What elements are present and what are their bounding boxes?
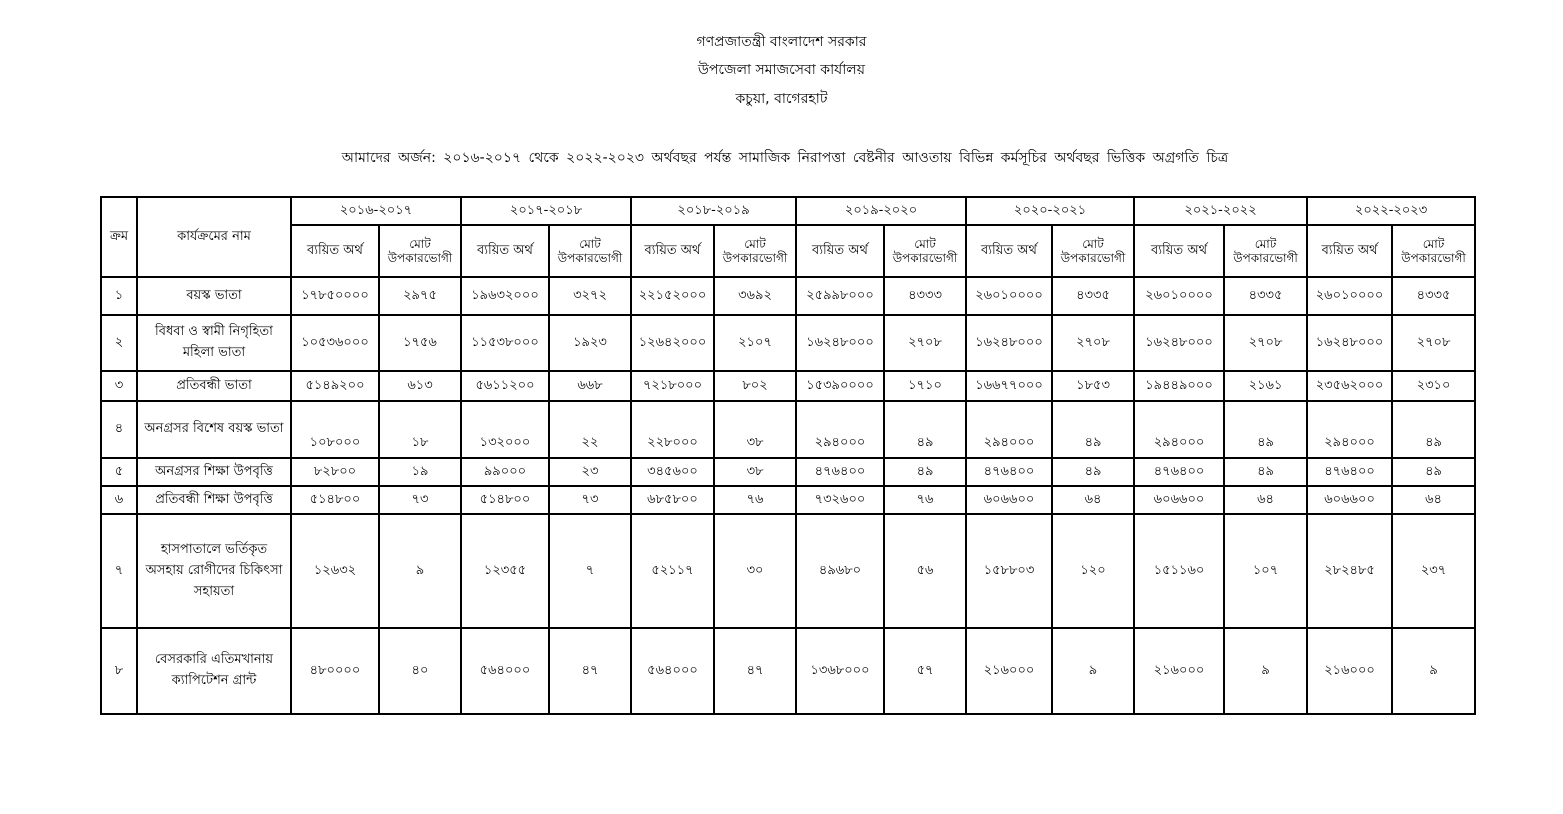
govt-title: গণপ্রজাতন্ত্রী বাংলাদেশ সরকার xyxy=(696,34,867,50)
serial-cell: ৪ xyxy=(101,401,137,458)
beneficiary-cell: ২১৬১ xyxy=(1224,371,1307,401)
program-name-cell: প্রতিবন্ধী ভাতা xyxy=(137,371,291,401)
program-name-cell: প্রতিবন্ধী শিক্ষা উপবৃত্তি xyxy=(137,486,291,514)
spent-cell: ১৩২০০০ xyxy=(461,401,549,458)
beneficiary-header: মোট উপকারভোগী xyxy=(1392,225,1475,277)
spent-cell: ১৫৮৮০৩ xyxy=(966,514,1052,628)
year-header: ২০১৯-২০২০ xyxy=(796,197,966,225)
spent-header: ব্যয়িত অর্থ xyxy=(291,225,379,277)
spent-cell: ২৯৪০০০ xyxy=(1307,401,1392,458)
spent-cell: ১২৬৩২ xyxy=(291,514,379,628)
spent-cell: ১০৫৩৬০০০ xyxy=(291,315,379,371)
table-row xyxy=(101,277,1475,315)
spent-cell: ২৬০১০০০০ xyxy=(1134,277,1224,315)
beneficiary-cell: ৪৯ xyxy=(1392,458,1475,486)
program-name-cell: হাসপাতালে ভর্তিকৃত অসহায় রোগীদের চিকিৎসা সহায়তা xyxy=(137,514,291,628)
beneficiary-cell: ২৯৭৫ xyxy=(379,277,461,315)
spent-cell: ৪৭৬৪০০ xyxy=(1307,458,1392,486)
serial-cell: ৭ xyxy=(101,514,137,628)
spent-cell: ৫২১১৭ xyxy=(631,514,714,628)
location-title: কচুয়া, বাগেরহাট xyxy=(735,91,828,107)
spent-cell: ৬৮৫৮০০ xyxy=(631,486,714,514)
spent-cell: ৪৮০০০০ xyxy=(291,628,379,714)
serial-cell: ৮ xyxy=(101,628,137,714)
spent-cell: ৬০৬৬০০ xyxy=(1307,486,1392,514)
spent-cell: ৯৯০০০ xyxy=(461,458,549,486)
serial-cell: ৬ xyxy=(101,486,137,514)
beneficiary-header: মোট উপকারভোগী xyxy=(884,225,966,277)
beneficiary-cell: ২২ xyxy=(549,401,631,458)
spent-cell: ১২৩৫৫ xyxy=(461,514,549,628)
beneficiary-cell: ৪৯ xyxy=(884,401,966,458)
beneficiary-cell: ১২০ xyxy=(1052,514,1134,628)
beneficiary-cell: ১৯ xyxy=(379,458,461,486)
serial-cell: ৩ xyxy=(101,371,137,401)
spent-cell: ৩৪৫৬০০ xyxy=(631,458,714,486)
beneficiary-cell: ৫৭ xyxy=(884,628,966,714)
spent-cell: ১৬২৪৮০০০ xyxy=(1307,315,1392,371)
program-name-cell: অনগ্রসর বিশেষ বয়স্ক ভাতা xyxy=(137,401,291,458)
beneficiary-cell: ১৮৫৩ xyxy=(1052,371,1134,401)
office-title: উপজেলা সমাজসেবা কার্যালয় xyxy=(698,62,865,78)
spent-cell: ৭৩২৬০০ xyxy=(796,486,884,514)
spent-cell: ৫১৪৮০০ xyxy=(291,486,379,514)
beneficiary-cell: ৬১৩ xyxy=(379,371,461,401)
spent-cell: ২৮২৪৮৫ xyxy=(1307,514,1392,628)
spent-cell: ৪৭৬৪০০ xyxy=(796,458,884,486)
serial-header: ক্রম xyxy=(101,197,137,277)
spent-cell: ১৬২৪৮০০০ xyxy=(966,315,1052,371)
spent-cell: ১০৮০০০ xyxy=(291,401,379,458)
spent-cell: ৬০৬৬০০ xyxy=(1134,486,1224,514)
program-name-cell: বেসরকারি এতিমখানায় ক্যাপিটেশন গ্রান্ট xyxy=(137,628,291,714)
spent-header: ব্যয়িত অর্থ xyxy=(966,225,1052,277)
spent-cell: ২৯৪০০০ xyxy=(1134,401,1224,458)
beneficiary-cell: ৮০২ xyxy=(714,371,796,401)
beneficiary-cell: ৭৬ xyxy=(884,486,966,514)
beneficiary-cell: ৪৩৩৩ xyxy=(884,277,966,315)
beneficiary-cell: ১০৭ xyxy=(1224,514,1307,628)
beneficiary-cell: ৪৩৩৫ xyxy=(1052,277,1134,315)
year-header: ২০২১-২০২২ xyxy=(1134,197,1307,225)
spent-cell: ১১৫৩৮০০০ xyxy=(461,315,549,371)
beneficiary-cell: ৩০ xyxy=(714,514,796,628)
year-header: ২০১৮-২০১৯ xyxy=(631,197,796,225)
beneficiary-cell: ৪৯ xyxy=(1224,401,1307,458)
spent-cell: ১৭৮৫০০০০ xyxy=(291,277,379,315)
beneficiary-header: মোট উপকারভোগী xyxy=(379,225,461,277)
beneficiary-cell: ২৭০৮ xyxy=(1224,315,1307,371)
beneficiary-cell: ৭৩ xyxy=(379,486,461,514)
spent-cell: ২১৬০০০ xyxy=(1307,628,1392,714)
spent-cell: ২৬০১০০০০ xyxy=(1307,277,1392,315)
beneficiary-cell: ৪৭ xyxy=(714,628,796,714)
beneficiary-cell: ২৭০৮ xyxy=(1392,315,1475,371)
spent-cell: ২২১৫২০০০ xyxy=(631,277,714,315)
progress-table xyxy=(100,196,1476,715)
table-row xyxy=(101,486,1475,514)
beneficiary-cell: ৪৯ xyxy=(884,458,966,486)
beneficiary-header: মোট উপকারভোগী xyxy=(1224,225,1307,277)
spent-header: ব্যয়িত অর্থ xyxy=(631,225,714,277)
spent-cell: ২৬০১০০০০ xyxy=(966,277,1052,315)
spent-header: ব্যয়িত অর্থ xyxy=(461,225,549,277)
year-header: ২০১৬-২০১৭ xyxy=(291,197,461,225)
spent-cell: ১৬৬৭৭০০০ xyxy=(966,371,1052,401)
spent-cell: ২১৬০০০ xyxy=(1134,628,1224,714)
spent-cell: ৫১৪৮০০ xyxy=(461,486,549,514)
sub-header-row xyxy=(101,225,1475,277)
spent-cell: ৪৭৬৪০০ xyxy=(966,458,1052,486)
spent-cell: ১৫৩৯০০০০ xyxy=(796,371,884,401)
beneficiary-cell: ৬৬৮ xyxy=(549,371,631,401)
spent-cell: ৫৬১১২০০ xyxy=(461,371,549,401)
beneficiary-cell: ১৭৫৬ xyxy=(379,315,461,371)
report-subtitle: আমাদের অর্জন: ২০১৬-২০১৭ থেকে ২০২২-২০২৩ অর্থবছর পর্যন্ত সামাজিক নিরাপত্তা বেষ্টনীর আওতায় বিভিন্ন কর্মসূচির অর্থবছর ভিত্তিক অগ্রগতি চিত্র xyxy=(341,150,1229,166)
serial-cell: ১ xyxy=(101,277,137,315)
spent-cell: ২৯৪০০০ xyxy=(796,401,884,458)
spent-cell: ৫৬৪০০০ xyxy=(631,628,714,714)
spent-cell: ১৯৪৪৯০০০ xyxy=(1134,371,1224,401)
spent-cell: ২৩৫৬২০০০ xyxy=(1307,371,1392,401)
beneficiary-cell: ৪০ xyxy=(379,628,461,714)
beneficiary-cell: ৩৬৯২ xyxy=(714,277,796,315)
spent-cell: ১৫১১৬০ xyxy=(1134,514,1224,628)
spent-cell: ২১৬০০০ xyxy=(966,628,1052,714)
beneficiary-cell: ৪৭ xyxy=(549,628,631,714)
beneficiary-cell: ২৭০৮ xyxy=(1052,315,1134,371)
program-name-cell: বিধবা ও স্বামী নিগৃহিতা মহিলা ভাতা xyxy=(137,315,291,371)
beneficiary-cell: ২৩ xyxy=(549,458,631,486)
beneficiary-cell: ১৯২৩ xyxy=(549,315,631,371)
table-row xyxy=(101,514,1475,628)
year-header: ২০২২-২০২৩ xyxy=(1307,197,1475,225)
spent-cell: ১৬২৪৮০০০ xyxy=(796,315,884,371)
beneficiary-cell: ২১০৭ xyxy=(714,315,796,371)
beneficiary-cell: ৪৯ xyxy=(1052,401,1134,458)
beneficiary-cell: ৬৪ xyxy=(1052,486,1134,514)
beneficiary-cell: ৭ xyxy=(549,514,631,628)
beneficiary-cell: ৩৮ xyxy=(714,458,796,486)
serial-cell: ৫ xyxy=(101,458,137,486)
beneficiary-header: মোট উপকারভোগী xyxy=(549,225,631,277)
serial-cell: ২ xyxy=(101,315,137,371)
spent-cell: ৪৭৬৪০০ xyxy=(1134,458,1224,486)
spent-cell: ১৯৬৩২০০০ xyxy=(461,277,549,315)
beneficiary-cell: ২৩৭ xyxy=(1392,514,1475,628)
beneficiary-cell: ৪৯ xyxy=(1224,458,1307,486)
spent-cell: ৬০৬৬০০ xyxy=(966,486,1052,514)
beneficiary-header: মোট উপকারভোগী xyxy=(714,225,796,277)
beneficiary-cell: ৪৩৩৫ xyxy=(1224,277,1307,315)
beneficiary-cell: ৪৯ xyxy=(1052,458,1134,486)
beneficiary-cell: ১৭১০ xyxy=(884,371,966,401)
spent-cell: ১৬২৪৮০০০ xyxy=(1134,315,1224,371)
beneficiary-cell: ২৩১০ xyxy=(1392,371,1475,401)
spent-cell: ১২৬৪২০০০ xyxy=(631,315,714,371)
year-header-row xyxy=(101,197,1475,225)
table-row xyxy=(101,315,1475,371)
spent-header: ব্যয়িত অর্থ xyxy=(1307,225,1392,277)
beneficiary-cell: ৩৮ xyxy=(714,401,796,458)
spent-cell: ৫১৪৯২০০ xyxy=(291,371,379,401)
spent-cell: ১৩৬৮০০০ xyxy=(796,628,884,714)
spent-cell: ২২৮০০০ xyxy=(631,401,714,458)
beneficiary-cell: ৩২৭২ xyxy=(549,277,631,315)
beneficiary-cell: ৯ xyxy=(1392,628,1475,714)
program-name-header: কার্যক্রমের নাম xyxy=(137,197,291,277)
spent-header: ব্যয়িত অর্থ xyxy=(796,225,884,277)
spent-cell: ২৫৯৯৮০০০ xyxy=(796,277,884,315)
beneficiary-header: মোট উপকারভোগী xyxy=(1052,225,1134,277)
table-row xyxy=(101,458,1475,486)
spent-cell: ৪৯৬৮০ xyxy=(796,514,884,628)
year-header: ২০২০-২০২১ xyxy=(966,197,1134,225)
spent-cell: ৫৬৪০০০ xyxy=(461,628,549,714)
beneficiary-cell: ৯ xyxy=(1052,628,1134,714)
beneficiary-cell: ৯ xyxy=(1224,628,1307,714)
spent-cell: ৭২১৮০০০ xyxy=(631,371,714,401)
beneficiary-cell: ৪৯ xyxy=(1392,401,1475,458)
beneficiary-cell: ২৭০৮ xyxy=(884,315,966,371)
program-name-cell: অনগ্রসর শিক্ষা উপবৃত্তি xyxy=(137,458,291,486)
table-row xyxy=(101,401,1475,458)
program-name-cell: বয়স্ক ভাতা xyxy=(137,277,291,315)
spent-header: ব্যয়িত অর্থ xyxy=(1134,225,1224,277)
beneficiary-cell: ৫৬ xyxy=(884,514,966,628)
beneficiary-cell: ১৮ xyxy=(379,401,461,458)
spent-cell: ২৯৪০০০ xyxy=(966,401,1052,458)
table-row xyxy=(101,371,1475,401)
table-row xyxy=(101,628,1475,714)
beneficiary-cell: ৪৩৩৫ xyxy=(1392,277,1475,315)
beneficiary-cell: ৭৬ xyxy=(714,486,796,514)
spent-cell: ৮২৮০০ xyxy=(291,458,379,486)
beneficiary-cell: ৯ xyxy=(379,514,461,628)
year-header: ২০১৭-২০১৮ xyxy=(461,197,631,225)
beneficiary-cell: ৬৪ xyxy=(1392,486,1475,514)
beneficiary-cell: ৭৩ xyxy=(549,486,631,514)
beneficiary-cell: ৬৪ xyxy=(1224,486,1307,514)
